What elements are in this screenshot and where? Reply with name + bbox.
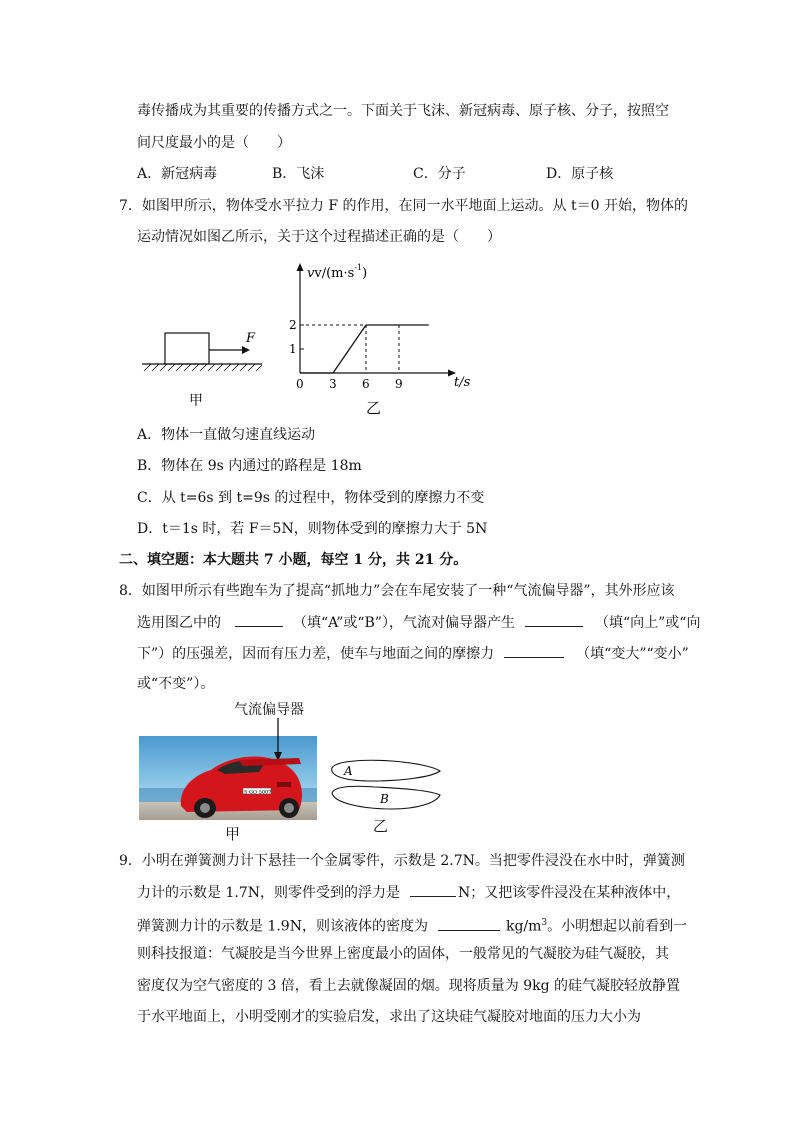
x-tick-label: 0: [296, 377, 304, 391]
q7-option-c: C．从 t=6s 到 t=9s 的过程中，物体受到的摩擦力不变: [137, 490, 485, 506]
tail-light: [277, 782, 291, 787]
q9-line6: 于水平地面上，小明受刚才的实验启发，求出了这块硅气凝胶对地面的压力大小为: [137, 1009, 641, 1025]
x-tick-label: 3: [329, 377, 337, 391]
q6-option-c: C．分子: [413, 166, 466, 182]
q6-line2: 间尺度最小的是（ ）: [137, 135, 291, 151]
ground-hatching: [144, 364, 262, 371]
section-heading: 二、填空题：本大题共 7 小题，每空 1 分，共 21 分。: [119, 552, 468, 568]
q6-option-b: B．飞沫: [272, 166, 325, 182]
y-axis-arrowhead: [297, 263, 304, 271]
q9-line3: [137, 913, 687, 937]
q8-caption-jia: 甲: [225, 825, 241, 843]
q9-line1: 9．小明在弹簧测力计下悬挂一个金属零件，示数是 2.7N。当把零件浸没在水中时，弹簧测: [119, 853, 685, 869]
force-label: F: [246, 331, 256, 346]
q8-line4: 或“不变”）。: [137, 676, 215, 692]
q7-option-a: A．物体一直做匀速直线运动: [137, 427, 316, 443]
q8-blank-3[interactable]: [504, 643, 564, 658]
q9-line5: 密度仅为空气密度的 3 倍，看上去就像凝固的烟。现将质量为 9kg 的硅气凝胶轻放静置: [137, 978, 681, 994]
y-axis-label-sup: -1: [354, 263, 363, 272]
q8-blank-1[interactable]: [235, 612, 283, 627]
q7-line1: 7．如图甲所示，物体受水平拉力 F 的作用，在同一水平地面上运动。从 t＝0 开始，物体的: [119, 198, 688, 214]
y-axis-label-close: ): [362, 266, 368, 281]
block: [165, 333, 209, 364]
q8-blank-2[interactable]: [525, 612, 583, 627]
q9-line3-sup: 3: [541, 918, 548, 928]
q7-option-d: D．t＝1s 时，若 F＝5N，则物体受到的摩擦力大于 5N: [137, 521, 488, 537]
spoiler-label: 气流偏导器: [234, 702, 304, 718]
wing-a-label: A: [344, 764, 353, 778]
y-axis-label-text: v/(m·s: [314, 266, 355, 281]
q9-blank-2[interactable]: [438, 916, 500, 931]
q9-line3-a: 弹簧测力计的示数是 1.9N，则该液体的密度为: [137, 918, 428, 935]
x-axis-label: t/s: [454, 375, 471, 390]
q8-line3: [137, 643, 689, 664]
q9-line4: 则科技报道：气凝胶是当今世界上密度最小的固体，一般常见的气凝胶为硅气凝胶，其: [137, 946, 669, 962]
q8-wing-shapes: [322, 755, 444, 823]
q8-line2-c: （填“向上”或“向: [594, 615, 701, 631]
wing-b-label: B: [380, 792, 389, 806]
x-tick-label: 6: [362, 377, 370, 391]
q8-line1: 8．如图甲所示有些跑车为了提高“抓地力”会在车尾安装了一种“气流偏导器”，其外形应该: [119, 583, 675, 599]
rear-rim: [284, 803, 294, 813]
q8-line2-a: 选用图乙中的: [137, 615, 221, 631]
q9-line2-b: N；又把该零件浸没在某种液体中，: [457, 885, 681, 901]
front-rim: [200, 803, 210, 813]
license-plate-text: S·GO 5007: [244, 789, 272, 796]
x-tick-label: 9: [395, 377, 403, 391]
q8-line3-a: 下”）的压强差，因而有压力差，使车与地面之间的摩擦力: [137, 646, 495, 662]
q7-line2: 运动情况如图乙所示，关于这个过程描述正确的是（ ）: [137, 229, 501, 245]
caption-jia: 甲: [189, 393, 203, 409]
q9-line2: [137, 882, 680, 903]
q7-vt-chart: [280, 255, 480, 415]
q7-option-b: B．物体在 9s 内通过的路程是 18m: [137, 458, 362, 474]
q6-option-d: D．原子核: [546, 166, 614, 182]
q7-figure-jia: [138, 325, 268, 415]
q8-line2: [137, 612, 700, 633]
q9-line3-b: kg/m: [505, 918, 542, 935]
q9-blank-1[interactable]: [410, 882, 456, 897]
series-segment: [333, 325, 366, 373]
y-axis-label: $vv/(m\cdot s^{-1})$: [307, 263, 368, 281]
force-arrowhead: [242, 346, 250, 354]
y-tick-label: 1: [289, 342, 297, 356]
q9-line3-c: 。小明想起以前看到一: [547, 918, 688, 935]
q6-line1: 毒传播成为其重要的传播方式之一。下面关于飞沫、新冠病毒、原子核、分子，按照空: [137, 103, 669, 119]
caption-yi: 乙: [366, 399, 382, 415]
q8-caption-yi: 乙: [373, 817, 389, 835]
q6-option-a: A．新冠病毒: [137, 166, 218, 182]
q8-line2-b: （填“A”或“B”），气流对偏导器产生: [293, 615, 515, 631]
q9-line2-a: 力计的示数是 1.7N，则零件受到的浮力是: [137, 885, 400, 901]
q8-line3-b: （填“变大”“变小”: [576, 646, 689, 662]
y-tick-label: 2: [289, 318, 297, 332]
